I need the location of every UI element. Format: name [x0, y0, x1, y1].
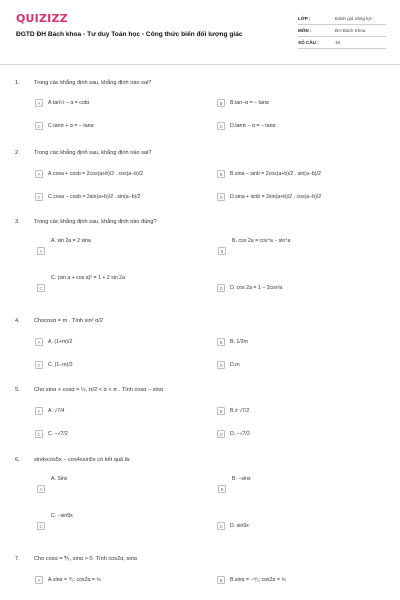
option-letter-badge: B — [217, 170, 225, 178]
option-a[interactable] — [35, 407, 64, 415]
option-b[interactable] — [217, 170, 321, 178]
option-text: B. 1/2m — [230, 339, 248, 345]
quizizz-logo: QUIZIZZ — [16, 12, 68, 25]
option-c[interactable] — [35, 430, 68, 438]
meta-value: 19 — [335, 40, 341, 45]
document-title: ĐGTD ĐH Bách khoa - Tư duy Toán học - Công thức biến đổi lượng giác — [16, 31, 243, 38]
option-text: C.cosa − cosb = 2sin(a+b)/2 . sin(a−b)/2 — [48, 194, 141, 200]
option-text: B. cos 2a = cos⁴a − sin⁴a — [232, 238, 291, 244]
option-letter-badge: C — [35, 430, 43, 438]
option-text: A. (1+m)/2 — [48, 339, 73, 345]
question-number: 5. — [15, 387, 20, 393]
option-text: B.tan−α = − tanα — [230, 100, 269, 106]
meta-key: SỐ CÂU : — [298, 40, 319, 45]
meta-value: Đánh giá năng lực — [335, 16, 373, 21]
question-text: Chocosα = m . Tính sin² α/2 — [34, 318, 104, 324]
option-letter-badge: C — [35, 361, 43, 369]
option-letter-badge: A — [35, 99, 43, 107]
option-letter-badge: D — [217, 522, 225, 530]
option-b[interactable] — [217, 99, 269, 107]
option-letter-badge: B — [218, 485, 226, 493]
option-text: C. (sin a + cos a)² = 1 + 2 sin 2a — [51, 275, 125, 281]
question-number: 3. — [15, 219, 20, 225]
option-c[interactable] — [35, 122, 93, 130]
meta-key: MÔN : — [298, 28, 312, 33]
question-text: Trong các khẳng định sau, khẳng định nào sai? — [34, 80, 152, 86]
option-d[interactable] — [217, 430, 250, 438]
option-text: A.cosa + cosb = 2cos(a+b)/2 . cos(a−b)/2 — [48, 171, 144, 177]
option-b[interactable] — [218, 238, 290, 255]
option-text: D. −√7/2 — [230, 431, 250, 437]
option-letter-badge: D — [217, 193, 225, 201]
option-text: C. −sin9x — [51, 513, 73, 519]
meta-row-class — [298, 13, 386, 25]
question-text: Cho sinα + cosα = ½, π/2 < α < π . Tính cosα − sinα — [34, 387, 164, 393]
option-letter-badge: B — [217, 576, 225, 584]
option-letter-badge: D — [217, 430, 225, 438]
option-c[interactable] — [37, 513, 73, 530]
option-b[interactable] — [217, 576, 286, 584]
option-text: C. −√7/2 — [48, 431, 68, 437]
option-letter-badge: A — [35, 576, 43, 584]
option-b[interactable] — [218, 476, 251, 493]
option-text: D. sin9x — [230, 523, 249, 529]
meta-row-count — [298, 37, 386, 49]
option-letter-badge: A — [35, 338, 43, 346]
option-a[interactable] — [35, 170, 143, 178]
option-a[interactable] — [37, 238, 91, 255]
option-text: B.± √7/2 — [230, 408, 250, 414]
option-a[interactable] — [37, 476, 67, 493]
option-letter-badge: C — [35, 193, 43, 201]
meta-table — [298, 13, 386, 49]
question-text: Cho cosα = ⅗, sinα > 0. Tính cos2α, sinα — [34, 556, 137, 562]
option-text: B. −sinx — [232, 476, 251, 482]
option-text: B.sinα = −⁴⁄₅; cos2α = ⅕ — [230, 577, 287, 583]
question-number: 4. — [15, 318, 20, 324]
option-d[interactable] — [217, 193, 321, 201]
option-a[interactable] — [35, 338, 72, 346]
question-number: 2. — [15, 150, 20, 156]
question-number: 1. — [15, 80, 20, 86]
option-a[interactable] — [35, 576, 101, 584]
option-letter-badge: D — [217, 122, 225, 130]
option-text: A. Sinx — [51, 476, 68, 482]
question-number: 7. — [15, 556, 20, 562]
question-text: sin4xcos5x − cos4xsin5x có kết quả là: — [34, 457, 131, 463]
option-c[interactable] — [37, 275, 125, 292]
meta-value: ĐH Bách Khoa — [335, 28, 366, 33]
option-text: C.tanπ + α = − tanα — [48, 123, 94, 129]
page-header — [0, 0, 400, 66]
question-number: 6. — [15, 457, 20, 463]
option-text: D.sina + sinb = 2sin(a+b)/2 . cos(a−b)/2 — [230, 194, 322, 200]
option-letter-badge: D — [217, 361, 225, 369]
option-text: C. (1−m)/2 — [48, 362, 73, 368]
meta-key: LỚP : — [298, 16, 311, 21]
option-letter-badge: B — [217, 99, 225, 107]
question-text: Trong các khẳng định sau, khẳng định nào đúng? — [34, 219, 157, 225]
option-letter-badge: C — [37, 522, 45, 530]
option-letter-badge: D — [217, 284, 225, 292]
option-letter-badge: B — [217, 407, 225, 415]
option-text: B.sina − sinb = 2cos(a+b)/2 . sin(a−b)/2 — [230, 171, 321, 177]
option-d[interactable] — [217, 284, 282, 292]
option-c[interactable] — [35, 361, 73, 369]
header-divider — [0, 64, 400, 65]
option-text: D.tanπ − α = − tanα — [230, 123, 276, 129]
option-text: D. cos 2a = 1 − 2cos²a — [230, 285, 283, 291]
option-d[interactable] — [217, 361, 240, 369]
option-letter-badge: B — [217, 338, 225, 346]
option-c[interactable] — [35, 193, 141, 201]
option-b[interactable] — [217, 407, 249, 415]
option-letter-badge: A — [37, 247, 45, 255]
option-d[interactable] — [217, 122, 275, 130]
option-b[interactable] — [217, 338, 248, 346]
option-letter-badge: B — [218, 247, 226, 255]
option-letter-badge: C — [37, 284, 45, 292]
option-d[interactable] — [217, 522, 249, 530]
option-text: A.sinα = ⁴⁄₅; cos2α = ⅕ — [48, 577, 102, 583]
option-text: A. √7/4 — [48, 408, 65, 414]
option-a[interactable] — [35, 99, 89, 107]
option-letter-badge: C — [35, 122, 43, 130]
meta-row-subject — [298, 25, 386, 37]
option-letter-badge: A — [37, 485, 45, 493]
option-letter-badge: A — [35, 170, 43, 178]
option-text: A.tan½ − α = cotα — [48, 100, 90, 106]
option-letter-badge: A — [35, 407, 43, 415]
option-text: D.m — [230, 362, 240, 368]
question-text: Trong các khẳng định sau, khẳng định nào sai? — [34, 150, 152, 156]
option-text: A. sin 2a = 2 sina — [51, 238, 91, 244]
